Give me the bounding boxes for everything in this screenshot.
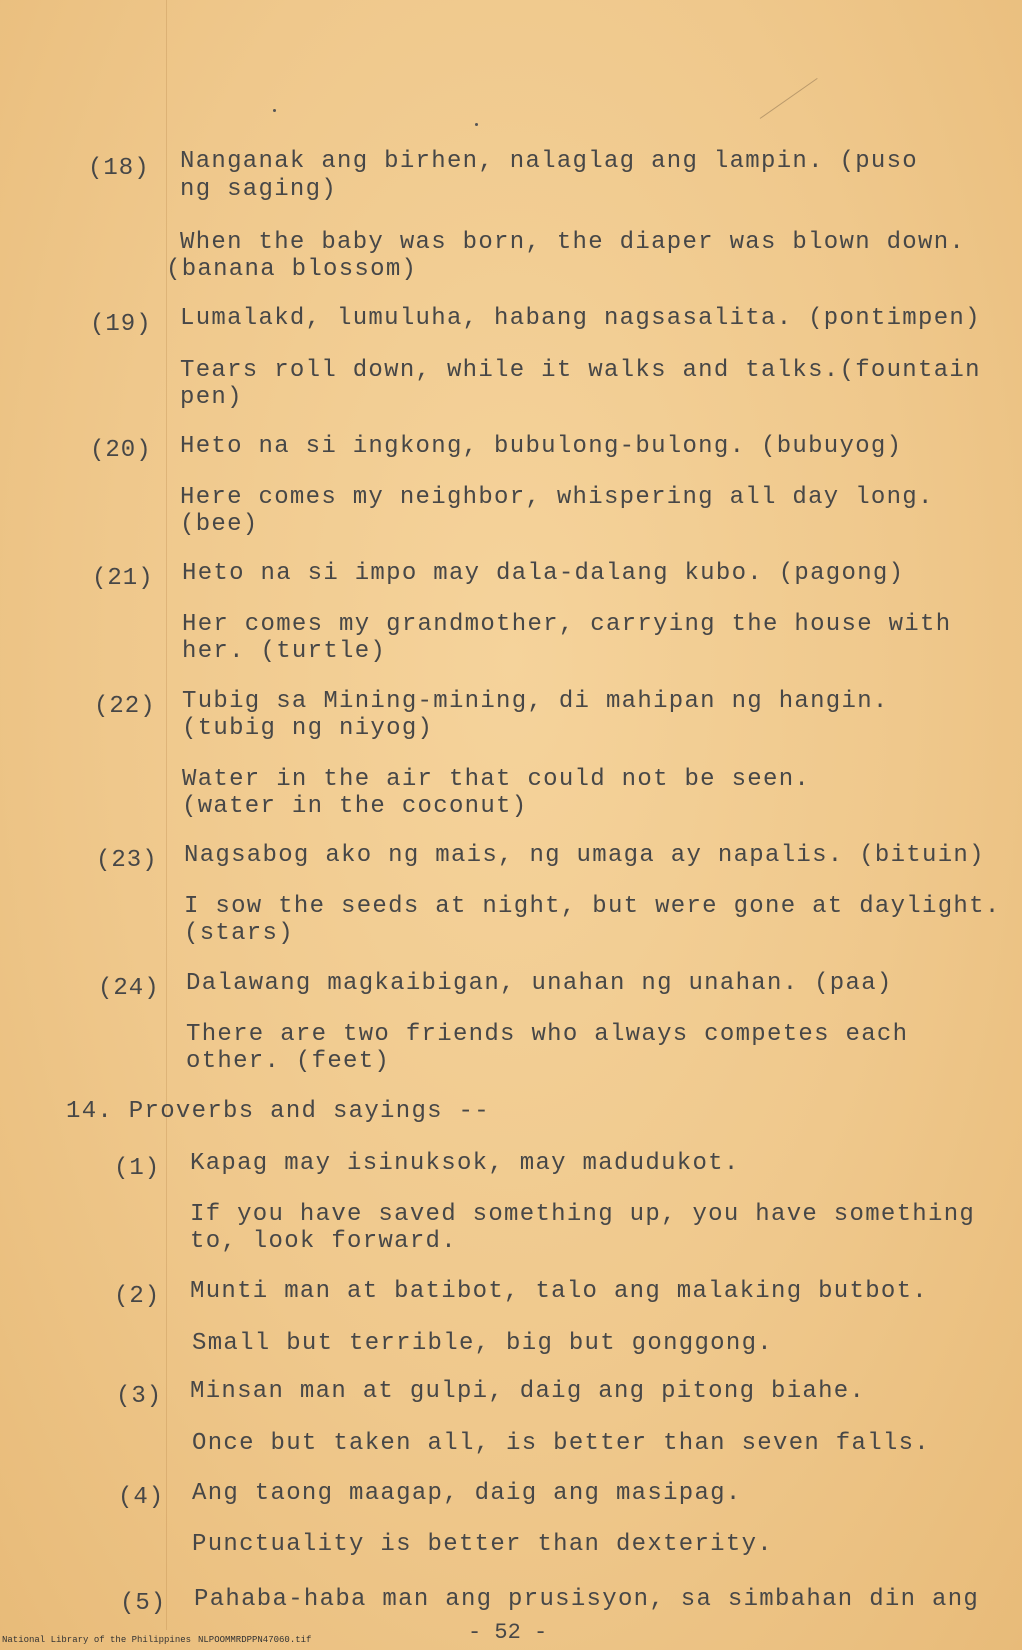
- riddle-tagalog: Heto na si impo may dala-dalang kubo. (pagong): [182, 560, 905, 587]
- riddle-english: Water in the air that could not be seen.: [182, 766, 811, 793]
- riddle-english: (stars): [184, 920, 294, 947]
- riddle-tagalog: Nagsabog ako ng mais, ng umaga ay napalis. (bituin): [184, 842, 985, 869]
- proverb-tagalog: Minsan man at gulpi, daig ang pitong biahe.: [190, 1378, 866, 1405]
- proverb-tagalog: Kapag may isinuksok, may madudukot.: [190, 1150, 740, 1177]
- riddle-tagalog: Heto na si ingkong, bubulong-bulong. (bubuyog): [180, 433, 903, 460]
- proverb-english: If you have saved something up, you have something: [190, 1201, 976, 1228]
- riddle-english: When the baby was born, the diaper was blown down.: [180, 229, 966, 256]
- riddle-number: (18): [88, 155, 150, 182]
- footer-library: National Library of the Philippines: [2, 1635, 192, 1645]
- riddle-tagalog: Lumalakd, lumuluha, habang nagsasalita. (pontimpen): [180, 305, 981, 332]
- riddle-number: (21): [92, 565, 154, 592]
- paper-mark: [760, 78, 818, 119]
- riddle-english: (water in the coconut): [182, 793, 528, 820]
- riddle-number: (22): [94, 693, 156, 720]
- speck: [475, 123, 478, 126]
- riddle-english: Her comes my grandmother, carrying the house with: [182, 611, 952, 638]
- riddle-number: (24): [98, 975, 160, 1002]
- page-number: - 52 -: [468, 1620, 548, 1645]
- riddle-english: Here comes my neighbor, whispering all day long.: [180, 484, 934, 511]
- riddle-tagalog: Nanganak ang birhen, nalaglag ang lampin. (puso: [180, 148, 919, 175]
- riddle-number: (23): [96, 847, 158, 874]
- proverb-english: Punctuality is better than dexterity.: [192, 1531, 773, 1558]
- proverb-number: (2): [114, 1283, 161, 1310]
- riddle-english: There are two friends who always competes each: [186, 1021, 909, 1048]
- proverb-english: Once but taken all, is better than seven falls.: [192, 1430, 931, 1457]
- proverb-tagalog: Pahaba-haba man ang prusisyon, sa simbahan din ang: [194, 1586, 980, 1613]
- riddle-tagalog: (tubig ng niyog): [182, 715, 434, 742]
- riddle-english: (bee): [180, 511, 259, 538]
- riddle-number: (20): [90, 437, 152, 464]
- riddle-english: (banana blossom): [166, 256, 418, 283]
- riddle-tagalog: Tubig sa Mining-mining, di mahipan ng hangin.: [182, 688, 889, 715]
- proverb-number: (1): [114, 1155, 161, 1182]
- proverb-number: (4): [118, 1484, 165, 1511]
- riddle-english: Tears roll down, while it walks and talks.(fountain: [180, 357, 981, 384]
- speck: [273, 109, 276, 112]
- section-heading: 14. Proverbs and sayings --: [66, 1098, 490, 1125]
- margin-line: [166, 0, 167, 1630]
- riddle-english: I sow the seeds at night, but were gone at daylight.: [184, 893, 1001, 920]
- riddle-tagalog: ng saging): [180, 176, 338, 203]
- riddle-english: pen): [180, 384, 243, 411]
- riddle-english: other. (feet): [186, 1048, 391, 1075]
- proverb-number: (3): [116, 1383, 163, 1410]
- proverb-tagalog: Ang taong maagap, daig ang masipag.: [192, 1480, 742, 1507]
- proverb-english: Small but terrible, big but gonggong.: [192, 1330, 773, 1357]
- riddle-tagalog: Dalawang magkaibigan, unahan ng unahan. (paa): [186, 970, 893, 997]
- riddle-english: her. (turtle): [182, 638, 387, 665]
- proverb-number: (5): [120, 1590, 167, 1617]
- footer-filename: NLPOOMMRDPPN47060.tif: [198, 1635, 312, 1645]
- proverb-english: to, look forward.: [190, 1228, 457, 1255]
- riddle-number: (19): [90, 311, 152, 338]
- proverb-tagalog: Munti man at batibot, talo ang malaking butbot.: [190, 1278, 929, 1305]
